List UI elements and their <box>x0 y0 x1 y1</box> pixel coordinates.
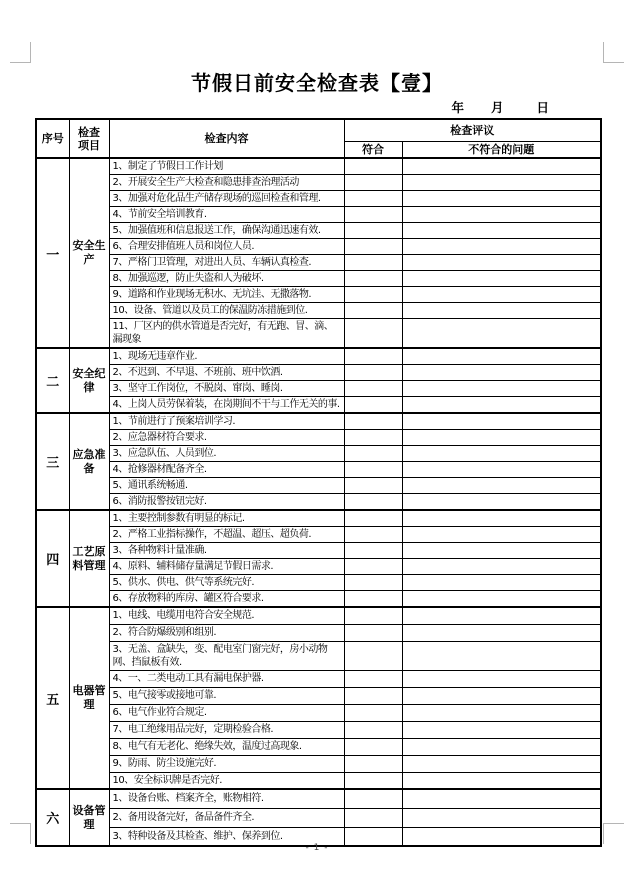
header-conform: 符合 <box>344 141 402 158</box>
inspection-content: 1、节前进行了预案培训学习. <box>109 413 344 430</box>
inspection-content: 5、电气接零或接地可靠. <box>109 687 344 704</box>
issue-cell[interactable] <box>402 287 601 303</box>
table-row <box>36 607 601 624</box>
conform-cell[interactable] <box>344 687 402 704</box>
inspection-content: 2、开展安全生产大检查和隐患排查治理活动 <box>109 175 344 191</box>
table-row <box>36 255 601 271</box>
table-row <box>36 755 601 772</box>
date-year-label: 年 <box>451 100 464 115</box>
section-serial: 二 <box>36 348 69 413</box>
table-row <box>36 543 601 559</box>
conform-cell[interactable] <box>344 287 402 303</box>
inspection-content: 7、电工绝缘用品完好，定期检验合格. <box>109 721 344 738</box>
issue-cell[interactable] <box>402 223 601 239</box>
table-row <box>36 207 601 223</box>
section-serial: 六 <box>36 789 69 846</box>
conform-cell[interactable] <box>344 223 402 239</box>
inspection-content: 8、电气有无老化、绝缘失效，温度过高现象. <box>109 738 344 755</box>
table-row <box>36 397 601 414</box>
table-row <box>36 670 601 687</box>
table-row <box>36 303 601 319</box>
table-row <box>36 158 601 175</box>
inspection-content: 5、通讯系统畅通. <box>109 478 344 494</box>
inspection-content: 2、备用设备完好，备品备件齐全. <box>109 808 344 827</box>
issue-cell[interactable] <box>402 430 601 446</box>
conform-cell[interactable] <box>344 559 402 575</box>
inspection-content: 5、供水、供电、供气等系统完好. <box>109 575 344 591</box>
conform-cell[interactable] <box>344 704 402 721</box>
table-row <box>36 510 601 527</box>
section-category: 安全纪律 <box>69 348 109 413</box>
inspection-content: 1、设备台账、档案齐全，账物相符. <box>109 789 344 808</box>
issue-cell[interactable] <box>402 641 601 670</box>
issue-cell[interactable] <box>402 624 601 641</box>
page-number: - 1 - <box>305 843 329 853</box>
inspection-content: 7、严格门卫管理，对进出人员、车辆认真检查. <box>109 255 344 271</box>
conform-cell[interactable] <box>344 772 402 789</box>
inspection-content: 3、加强对危化品生产储存现场的巡回检查和管理. <box>109 191 344 207</box>
date-day-label: 日 <box>536 100 549 115</box>
inspection-content: 4、原料、辅料储存量满足节假日需求. <box>109 559 344 575</box>
conform-cell[interactable] <box>344 527 402 543</box>
table-row <box>36 348 601 365</box>
conform-cell[interactable] <box>344 543 402 559</box>
conform-cell[interactable] <box>344 641 402 670</box>
issue-cell[interactable] <box>402 721 601 738</box>
issue-cell[interactable] <box>402 808 601 827</box>
table-row <box>36 624 601 641</box>
conform-cell[interactable] <box>344 575 402 591</box>
issue-cell[interactable] <box>402 319 601 349</box>
conform-cell[interactable] <box>344 397 402 414</box>
table-row <box>36 559 601 575</box>
issue-cell[interactable] <box>402 191 601 207</box>
conform-cell[interactable] <box>344 430 402 446</box>
issue-cell[interactable] <box>402 591 601 608</box>
conform-cell[interactable] <box>344 271 402 287</box>
issue-cell[interactable] <box>402 462 601 478</box>
issue-cell[interactable] <box>402 527 601 543</box>
conform-cell[interactable] <box>344 624 402 641</box>
inspection-content: 10、设备、管道以及员工的保温防冻措施到位. <box>109 303 344 319</box>
issue-cell[interactable] <box>402 239 601 255</box>
inspection-content: 2、严格工业指标操作，不超温、超压、超负荷. <box>109 527 344 543</box>
issue-cell[interactable] <box>402 207 601 223</box>
conform-cell[interactable] <box>344 175 402 191</box>
conform-cell[interactable] <box>344 381 402 397</box>
conform-cell[interactable] <box>344 510 402 527</box>
inspection-content: 2、应急器材符合要求. <box>109 430 344 446</box>
conform-cell[interactable] <box>344 721 402 738</box>
conform-cell[interactable] <box>344 158 402 175</box>
section-category: 电器管理 <box>69 607 109 789</box>
conform-cell[interactable] <box>344 738 402 755</box>
inspection-content: 4、上岗人员劳保着装，在岗期间不干与工作无关的事. <box>109 397 344 414</box>
conform-cell[interactable] <box>344 303 402 319</box>
inspection-content: 5、加强值班和信息报送工作，确保沟通迅速有效. <box>109 223 344 239</box>
table-row <box>36 527 601 543</box>
table-row <box>36 319 601 349</box>
table-row <box>36 641 601 670</box>
issue-cell[interactable] <box>402 543 601 559</box>
inspection-content: 3、特种设备及其检查、维护、保养到位. <box>109 827 344 846</box>
conform-cell[interactable] <box>344 670 402 687</box>
conform-cell[interactable] <box>344 191 402 207</box>
conform-cell[interactable] <box>344 446 402 462</box>
crop-mark-top-right-icon <box>603 42 624 63</box>
conform-cell[interactable] <box>344 789 402 808</box>
header-item <box>69 119 109 158</box>
table-row <box>36 239 601 255</box>
inspection-content: 1、制定了节假日工作计划 <box>109 158 344 175</box>
table-row <box>36 789 601 808</box>
issue-cell[interactable] <box>402 255 601 271</box>
table-body <box>36 158 601 846</box>
issue-cell[interactable] <box>402 348 601 365</box>
table-row <box>36 704 601 721</box>
table-row <box>36 738 601 755</box>
inspection-content: 10、安全标识牌是否完好. <box>109 772 344 789</box>
conform-cell[interactable] <box>344 365 402 381</box>
conform-cell[interactable] <box>344 319 402 349</box>
inspection-content: 3、无盖、盒缺失，变、配电室门窗完好，房小动物网、挡鼠板有效. <box>109 641 344 670</box>
table-header <box>36 119 601 158</box>
inspection-content: 1、现场无违章作业. <box>109 348 344 365</box>
header-serial: 序号 <box>36 119 69 158</box>
conform-cell[interactable] <box>344 494 402 511</box>
table-row <box>36 462 601 478</box>
issue-cell[interactable] <box>402 446 601 462</box>
conform-cell[interactable] <box>344 478 402 494</box>
issue-cell[interactable] <box>402 738 601 755</box>
table-row <box>36 191 601 207</box>
section-serial: 一 <box>36 158 69 348</box>
header-nonconform-issues: 不符合的问题 <box>402 141 601 158</box>
conform-cell[interactable] <box>344 255 402 271</box>
inspection-content: 1、电线、电缆用电符合安全规范. <box>109 607 344 624</box>
inspection-content: 6、消防报警按钮完好. <box>109 494 344 511</box>
issue-cell[interactable] <box>402 271 601 287</box>
inspection-content: 2、符合防爆级别和组别. <box>109 624 344 641</box>
inspection-content: 9、防雨、防尘设施完好. <box>109 755 344 772</box>
issue-cell[interactable] <box>402 365 601 381</box>
inspection-content: 4、节前安全培训教育. <box>109 207 344 223</box>
inspection-content: 9、道路和作业现场无积水、无坑洼、无撒落物. <box>109 287 344 303</box>
table-row <box>36 413 601 430</box>
table-row <box>36 287 601 303</box>
issue-cell[interactable] <box>402 687 601 704</box>
date-line <box>451 98 549 116</box>
inspection-content: 1、主要控制参数有明显的标记. <box>109 510 344 527</box>
inspection-content: 3、各种物料计量准确. <box>109 543 344 559</box>
issue-cell[interactable] <box>402 413 601 430</box>
table-row <box>36 430 601 446</box>
table-row <box>36 772 601 789</box>
table-row <box>36 446 601 462</box>
inspection-content: 2、不迟到、不早退、不班前、班中饮酒. <box>109 365 344 381</box>
conform-cell[interactable] <box>344 239 402 255</box>
inspection-content: 6、电气作业符合规定. <box>109 704 344 721</box>
section-serial: 四 <box>36 510 69 607</box>
inspection-content: 6、合理安排值班人员和岗位人员. <box>109 239 344 255</box>
conform-cell[interactable] <box>344 413 402 430</box>
inspection-content: 3、坚守工作岗位，不脱岗、窜岗、睡岗. <box>109 381 344 397</box>
issue-cell[interactable] <box>402 510 601 527</box>
page-title: 节假日前安全检查表【壹】 <box>191 71 443 95</box>
issue-cell[interactable] <box>402 559 601 575</box>
section-category: 应急准备 <box>69 413 109 510</box>
table-row <box>36 478 601 494</box>
inspection-table <box>35 118 602 847</box>
issue-cell[interactable] <box>402 303 601 319</box>
inspection-content: 4、一、二类电动工具有漏电保护器. <box>109 670 344 687</box>
issue-cell[interactable] <box>402 575 601 591</box>
crop-mark-bottom-left-icon <box>10 823 31 844</box>
header-item-label: 检查项目 <box>78 125 100 152</box>
inspection-content: 8、加强巡逻，防止失盗和人为破坏. <box>109 271 344 287</box>
conform-cell[interactable] <box>344 462 402 478</box>
inspection-content: 11、厂区内的供水管道是否完好，有无跑、冒、滴、漏现象 <box>109 319 344 349</box>
inspection-content: 6、存放物料的库房、罐区符合要求. <box>109 591 344 608</box>
conform-cell[interactable] <box>344 348 402 365</box>
section-category: 设备管理 <box>69 789 109 846</box>
inspection-content: 3、应急队伍、人员到位. <box>109 446 344 462</box>
conform-cell[interactable] <box>344 607 402 624</box>
table-row <box>36 223 601 239</box>
section-serial: 三 <box>36 413 69 510</box>
table-row <box>36 494 601 511</box>
issue-cell[interactable] <box>402 478 601 494</box>
conform-cell[interactable] <box>344 591 402 608</box>
table-row <box>36 175 601 191</box>
issue-cell[interactable] <box>402 494 601 511</box>
header-content: 检查内容 <box>109 119 344 158</box>
issue-cell[interactable] <box>402 704 601 721</box>
section-category: 工艺原料管理 <box>69 510 109 607</box>
inspection-content: 4、抢修器材配备齐全. <box>109 462 344 478</box>
conform-cell[interactable] <box>344 207 402 223</box>
section-category: 安全生产 <box>69 158 109 348</box>
conform-cell[interactable] <box>344 808 402 827</box>
issue-cell[interactable] <box>402 772 601 789</box>
crop-mark-top-left-icon <box>10 42 31 63</box>
table-row <box>36 381 601 397</box>
issue-cell[interactable] <box>402 158 601 175</box>
issue-cell[interactable] <box>402 670 601 687</box>
table-row <box>36 365 601 381</box>
issue-cell[interactable] <box>402 381 601 397</box>
crop-mark-bottom-right-icon <box>603 823 624 844</box>
header-review: 检查评议 <box>344 119 601 141</box>
issue-cell[interactable] <box>402 789 601 808</box>
section-serial: 五 <box>36 607 69 789</box>
issue-cell[interactable] <box>402 607 601 624</box>
table-row <box>36 591 601 608</box>
table-row <box>36 687 601 704</box>
conform-cell[interactable] <box>344 755 402 772</box>
table-row <box>36 271 601 287</box>
date-month-label: 月 <box>490 100 504 115</box>
issue-cell[interactable] <box>402 755 601 772</box>
issue-cell[interactable] <box>402 397 601 414</box>
issue-cell[interactable] <box>402 175 601 191</box>
table-row <box>36 808 601 827</box>
table-row <box>36 575 601 591</box>
table-row <box>36 721 601 738</box>
